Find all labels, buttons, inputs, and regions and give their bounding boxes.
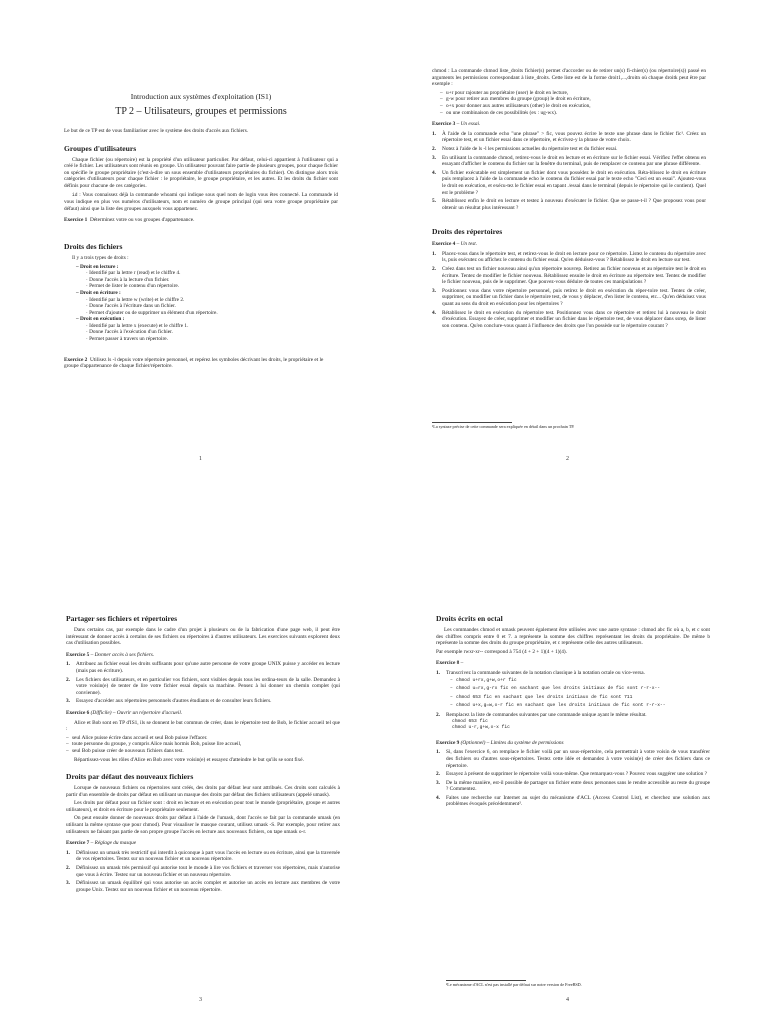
exercise-7-list: [66, 850, 340, 894]
page-3: [66, 610, 340, 958]
exercise-3-item: 3. En utilisant la commande chmod, retirez-vous le droit en lecture et en écriture sur le fichier essai. Vérifiez l'effet obtenu en essayant d'afficher le contenu du fichier sur la fenêtre du terminal, puis de remplacer ce contenu par une phrase différente.: [432, 154, 706, 168]
exercise-3-item: 5. Rétablissez enfin le droit en lecture et testez à nouveau d'exécuter le fichier. Que se passe-t-il ? Que proposez vous pour obtenir un résultat plus intéressant ?: [432, 198, 706, 211]
footnote-2: ²Le mécanisme d'ACL n'est pas installé par défaut sur notre version de FreeBSD.: [446, 982, 582, 987]
exercise-4-subtitle: – Un test.: [456, 241, 478, 248]
exercise-6-end: Répartissez-vous les rôles d'Alice en Bob avec votre voisin(e) et essayez d'atteindre le but qu'ils se sont fixé.: [74, 756, 304, 763]
chmod-list-item: – g-w pour retirer aux membres du groupe (group) le droit en écriture,: [440, 96, 706, 103]
right-exec-heading: – Droit en exécution :: [76, 316, 125, 323]
exercise-3-subtitle: – Un essai.: [456, 121, 481, 128]
exercise-9-item: 4. Faites une recherche sur Internet au sujet du mécanisme d'ACL (Access Control List), et cherchez une solution aux problèmes évoqués précédemment².: [436, 794, 710, 808]
footnote-1: ¹La syntaxe précise de cette commande sera expliquée en détail dans un prochain TP.: [432, 424, 575, 429]
page-number-1: 1: [199, 456, 202, 462]
exercise-4-item: 4. Rétablissez le droit en exécution du répertoire test. Positionnez vous dans ce répertoire et retirez lui à nouveau le droit d'exécution. Essayez de créer, supprimer et modifier un fichier dans le répertoire test, de vous déplacer dans ssrep, de lister son contenu. Qu'en conclure-vous quant à l'influence des droits que l'on possède sur le répertoire courant ?: [432, 309, 706, 329]
section-share-heading: Partager ses fichiers et répertoires: [66, 614, 178, 623]
id-command: id: [72, 192, 78, 198]
exercise-2-text: Utilisez ls -l depuis votre répertoire personnel, et repérez les symboles décrivant les droits, le propriétaire et le groupe d'appartenance de chaque fichier/répertoire.: [64, 356, 324, 370]
chmod-list: [440, 90, 706, 116]
exercise-9-label: Exercice 9: [436, 739, 460, 746]
exercise-7-subtitle: – Réglage du masque: [90, 840, 137, 847]
exercise-7-item: 1. Définissez un umask très restrictif qui interdit à quiconque à part vous l'accès en lecture ou en écriture, ainsi que la traversée de vos répertoires. Testez sur un nouveau fichier et un nouveau répertoire.: [66, 849, 340, 863]
exercise-5-subtitle: – Donner accès à ses fichiers.: [90, 651, 155, 658]
exercise-2-label: Exercice 2: [64, 356, 88, 363]
octal-example: Par exemple rwxr-xr-- correspond à 754 (4 + 2 + 1)(4 + 1)(4).: [436, 648, 567, 655]
right-write-heading: – Droit en écriture :: [76, 289, 121, 296]
exercise-1: [64, 217, 338, 224]
exercise-6-item: – toute personne du groupe, y compris Alice mais hormis Bob, puisse lire accueil,: [66, 741, 340, 748]
rights-intro: Il y a trois types de droits :: [72, 254, 129, 261]
exercise-6-list: [66, 735, 340, 755]
section-rights-heading: Droits des fichiers: [64, 241, 123, 251]
exercise-8-command: – chmod u+rx,g+w,o+r fic: [450, 678, 710, 685]
exercise-8-item: 2. Remplacez la liste de commandes suivantes par une commande unique ayant le même résultat. chmod 653 fic chmod u-r,g+w,o-x fic: [436, 712, 710, 732]
right-exec-line: · Permet passer à travers un répertoire.: [86, 336, 168, 343]
right-exec-line: · Donne l'accès à l'exécution d'un fichier.: [86, 329, 173, 336]
exercise-6: [66, 710, 340, 717]
exercise-5: [66, 652, 340, 659]
rights-list: [76, 264, 338, 343]
exercise-6-subtitle: (Difficile) – Ouvrir un répertoire d'accueil.: [90, 709, 183, 716]
exercise-8-command: – chmod u+x,g=w,o-r fic en sachant que les droits initiaux de fic sont r-r-x--: [450, 703, 710, 710]
exercise-9-item: 3. De la même manière, est-il possible de partager un fichier entre deux personnes sans le rendre accessible au reste du groupe ? Commentez.: [436, 779, 710, 793]
exercise-6-paragraph: Alice et Bob sont en TP d'IS1, ils se donnent le but commun de créer, dans le répertoire test de Bob, le fichier accueil tel que :: [66, 719, 340, 733]
exercise-8-command-2: chmod 653 fic: [452, 718, 488, 724]
chmod-list-item: – u+r pour rajouter au propriétaire (user) le droit en lecture,: [440, 90, 706, 97]
section-dirs-heading: Droits des répertoires: [432, 227, 503, 237]
exercise-4-item: 2. Créez dans test un fichier nouveau ainsi qu'un répertoire nouvrep. Retirez au fichier nouveau et au répertoire test le droit en écriture. Tentez de modifier le fichier nouveau. Rétablissez ensuite le droit en écriture au répertoire test. Tentez de modifier le fichier nouveau, puis de le supprimer. Que pouvez-vous déduire de toutes ces manipulations ?: [432, 266, 706, 286]
page-number-4: 4: [566, 997, 569, 1003]
right-read-line: · Permet de lister le contenu d'un répertoire.: [86, 283, 180, 290]
exercise-9-item: 2. Essayez à présent de supprimer le répertoire voilà vous-même. Que remarquez-vous ? Pouvez vous suggérer une solution ?: [436, 771, 707, 778]
page-4: [436, 610, 710, 920]
exercise-9-item: 1. Si, dans l'exercice 6, on remplace le fichier voilà par un sous-répertoire, cela permettrait à votre voisin de vous transférer des fichiers ou d'autres sous-répertoires. Testez cette idée et demandez à votre voisin(e) de créer des fichiers dans ce répertoire.: [436, 749, 710, 769]
exercise-8-command: – chmod u=rx,g-rx fic en sachant que les droits initiaux de fic sont r-r-x--: [450, 686, 710, 693]
chmod-list-item: – o+x pour donner aux autres utilisateurs (other) le droit en exécution,: [440, 103, 706, 110]
exercise-3-item: 4. Un fichier exécutable est simplement un fichier dont vous possédez le droit en exécution. Réta-blissez le droit en écriture puis remplacez à l'aide de la commande echo le contenu du fichier essai par le texte echo "Ceci est un essai". Ajoutez-vous le droit en exécution, et exécu-tez le fichier essai en tapant ./essai dans le terminal (depuis le répertoire qui le contient). Quel est le problème ?: [432, 169, 706, 196]
exercise-8-item: 1. Transcrivez la commande suivantes de la notation classique à la notation octale ou vice-versa. – chmod u+rx,g+w,o+r fic – chmod u=rx,g-rx fic en sachant que les droits initiaux de fic sont r-r-x-- – chmod 653 fic en sachant que les droits initiaux de fic sont 711 – chmod u+x,g=w,o-r fic en sachant que les droits initiaux de fic sont r-r-x--: [436, 670, 710, 710]
right-write-line: · Permet d'ajouter ou de supprimer un élément d'un répertoire.: [86, 309, 218, 316]
default-paragraph-1: Lorsque de nouveaux fichiers ou répertoires sont créés, des droits par défaut leur sont attribués. Ces droits sont calculés à partir d'un ensemble de droits par défaut en utilisant un masque des droits par défaut des fichiers utilisateurs (appelé umask).: [66, 785, 340, 798]
exercise-5-item: 1. Attribuez au fichier essai les droits suffisants pour qu'une autre personne de votre groupe UNIX puisse y accéder en lecture (mais pas en écriture).: [66, 661, 340, 674]
exercise-1-text: Déterminez votre ou vos groupes d'appartenance.: [89, 217, 195, 224]
right-write-line: · Identifié par la lettre w (write) et le chiffre 2.: [86, 296, 185, 303]
exercise-4-item: 3. Positionnez vous dans votre répertoire personnel, puis retirez le droit en exécution du réper-toire test. Tentez de créer, supprimer, ou modifier un fichier dans le répertoire test, de vous y déplacer, d'en lister le contenu, etc... Qu'en déduisez vous quant au sens du droit en exécution pour les répertoires ?: [432, 287, 706, 308]
exercise-8-command-2: chmod u-r,g+w,o-x fic: [452, 725, 510, 731]
exercise-3: [432, 121, 706, 128]
id-command-paragraph: [64, 192, 338, 213]
exercise-9-list: [436, 749, 710, 808]
default-paragraph-2: Les droits par défaut pour un fichier sont : droit en lecture et en exécution pour tout le monde (propriétaire, groupe et autres utilisateurs), et droit en écriture pour le propriétaire seulement.: [66, 800, 340, 813]
exercise-3-item: 2. Notez à l'aide de ls -l les permissions actuelles du répertoire test et du fichier essai.: [432, 145, 618, 152]
chmod-list-item: – ou une combinaison de ces possibilités (ex : ug-wx).: [440, 110, 706, 117]
exercise-8-command: – chmod 653 fic en sachant que les droits initiaux de fic sont 711: [450, 695, 710, 702]
page-1: [64, 88, 338, 468]
right-write-line: · Donne l'accès à l'écriture dans un fichier.: [86, 303, 176, 310]
exercise-8: [436, 660, 710, 667]
exercise-3-item: 1. À l'aide de la commande echo "une phrase" > fic, vous pouvez écrire le texte une phrase dans le fichier fic¹. Créez un répertoire test, et un fichier essai dans ce répertoire, et écrivez-y la phrase de votre choix.: [432, 130, 706, 144]
share-paragraph: Dans certains cas, par exemple dans le cadre d'un projet à plusieurs ou de la fabrication d'une page web, il peut être intéressant de donner accès à certains de ses fichiers ou répertoires à d'autres utilisateurs. Les exercices suivants explorent deux cas d'utilisation possibles.: [66, 627, 340, 647]
exercise-3-list: [432, 131, 706, 212]
page-number-2: 2: [566, 456, 569, 462]
exercise-6-item: – seul Bob puisse créer de nouveaux fichiers dans test.: [66, 748, 340, 755]
section-octal-heading: Droits écrits en octal: [436, 614, 503, 623]
exercise-3-label: Exercice 3: [432, 121, 456, 128]
exercise-8-label: Exercice 8: [436, 660, 460, 667]
exercise-8-list: [436, 670, 710, 732]
exercise-4: [432, 241, 706, 248]
exercise-5-list: [66, 661, 340, 705]
exercise-9: [436, 740, 710, 747]
right-read-line: · Identifié par la lettre r (read) et le chiffre 4.: [86, 270, 181, 277]
exercise-8-subtitle: –: [460, 660, 464, 667]
exercise-7-item: 3. Définissez un umask équilibré qui vous autorise un accès complet et autorise un accès en lecture aux membres de votre groupe Unix. Testez sur un nouveau fichier et un nouveau répertoire.: [66, 880, 340, 893]
exercise-2: [64, 357, 338, 370]
intro-text: Le but de ce TP est de vous familiariser avec le système des droits d'accès aux fichiers.: [64, 128, 249, 134]
exercise-1-label: Exercice 1: [64, 217, 88, 224]
exercise-7: [66, 840, 340, 847]
tp-title: TP 2 – Utilisateurs, groupes et permissions: [115, 106, 287, 117]
page-number-3: 3: [199, 997, 202, 1003]
page-2: [432, 68, 706, 470]
section-groups-heading: Groupes d'utilisateurs: [64, 143, 137, 153]
exercise-5-label: Exercice 5: [66, 651, 90, 658]
right-exec-line: · Identifié par la lettre x (execute) et le chiffre 1.: [86, 322, 189, 329]
right-read-heading: – Droit en lecture :: [76, 263, 119, 270]
exercise-7-item: 2. Définissez un umask très permissif qui autorise tout le monde à lire vos fichiers et traverser vos répertoires, mais n'autorise que vous à écrire. Testez sur un nouveau fichier et un nouveau répertoire.: [66, 865, 340, 878]
course-title: Introduction aux systèmes d'exploitation (IS1): [130, 92, 272, 101]
exercise-4-list: [432, 251, 706, 330]
section-default-heading: Droits par défaut des nouveaux fichiers: [66, 772, 194, 782]
exercise-5-item: 2. Les fichiers des utilisateurs, et en particulier vos fichiers, sont visibles depuis tous les ordina-teurs de la salle. Demandez à votre voisin(e) de tenter de lire votre fichier essai depuis sa machine. Pensez à lui donner un chemin complet (qui convienne).: [66, 676, 340, 696]
groups-paragraph: Chaque fichier (ou répertoire) est la propriété d'un utilisateur particulier. Par défaut, celui-ci appartient à l'utilisateur qui a créé le fichier. Les utilisateurs sont réunis en groupe. Un utilisateur pouvant faire partie de plusieurs groupes, pour chaque fichier on spécifie le groupe propriétaire (c'est-à-dire un sous ensemble d'utilisateurs propriétaires du fichier). On distingue alors trois catégories d'utilisateurs pour chaque fichier : le propriétaire, le groupe propriétaire, et les autres. Et les droits du fichier sont définis pour chacune de ces catégories.: [64, 156, 338, 189]
exercise-6-item: – seul Alice puisse écrire dans accueil et seul Bob puisse l'effacer.: [66, 735, 340, 742]
octal-paragraph: Les commandes chmod et umask peuvent également être utilisées avec une autre syntaxe : chmod abc fic où a, b, et c sont des chiffres compris entre 0 et 7. a représente la somme des chiffres représentant les droits du propriétaire. De même b représente la somme des droits du groupe propriétaire, et c représente celle des autres utilisateurs.: [436, 627, 710, 647]
exercise-6-label: Exercice 6: [66, 709, 90, 716]
exercise-8-commands: [450, 678, 710, 710]
id-command-text: : Vous connaissez déjà la commande whoami qui indique sous quel nom de login vous êtes connecté. La commande id vous indique en plus vos numéros d'utilisateurs, nom et numéro de groupe principal (qui sera votre groupe propriétaire par défaut) ainsi que la liste des groupes auxquels vous appartenez.: [64, 191, 338, 212]
chmod-intro: chmod : La commande chmod liste_droits fichier(s) permet d'accorder ou de retirer un(s) fi-chier(s) (ou répertoire(s)) passé en arguments les permissions correspondant à liste_droits. Cette liste est de la forme droit1,...,droitn où chaque droitk peut être par exemple :: [432, 68, 706, 88]
right-read-line: · Donne l'accès à la lecture d'un fichier.: [86, 276, 170, 283]
exercise-9-subtitle: (Optionnel) – Limites du système de permissions: [460, 739, 564, 746]
default-paragraph-3: On peut ensuite donner de nouveaux droits par défaut à l'aide de l'umask, dont l'accès se fait par la commande umask (en utilisant la même syntaxe que pour chmod). Pour visualiser le masque courant, utilisez umask -S. Par exemple, pour retirer aux utilisateurs ne faisant pas partie de son propre groupe l'accès en lecture aux nouveaux fichiers, on tape umask o-r.: [66, 815, 340, 835]
exercise-4-label: Exercice 4: [432, 241, 456, 248]
exercise-5-item: 3. Essayez d'accéder aux répertoires personnels d'autres étudiants et de consulter leurs fichiers.: [66, 698, 272, 705]
exercise-7-label: Exercice 7: [66, 840, 90, 847]
exercise-4-item: 1. Placez-vous dans le répertoire test, et retirez-vous le droit en lecture pour ce répertoire. Listez le contenu du répertoire avec ls, puis exécutez ou affichez le contenu du fichier essai. Qu'en déduisez-vous ? Rétablissez le droit en lecture sur test.: [432, 250, 706, 264]
